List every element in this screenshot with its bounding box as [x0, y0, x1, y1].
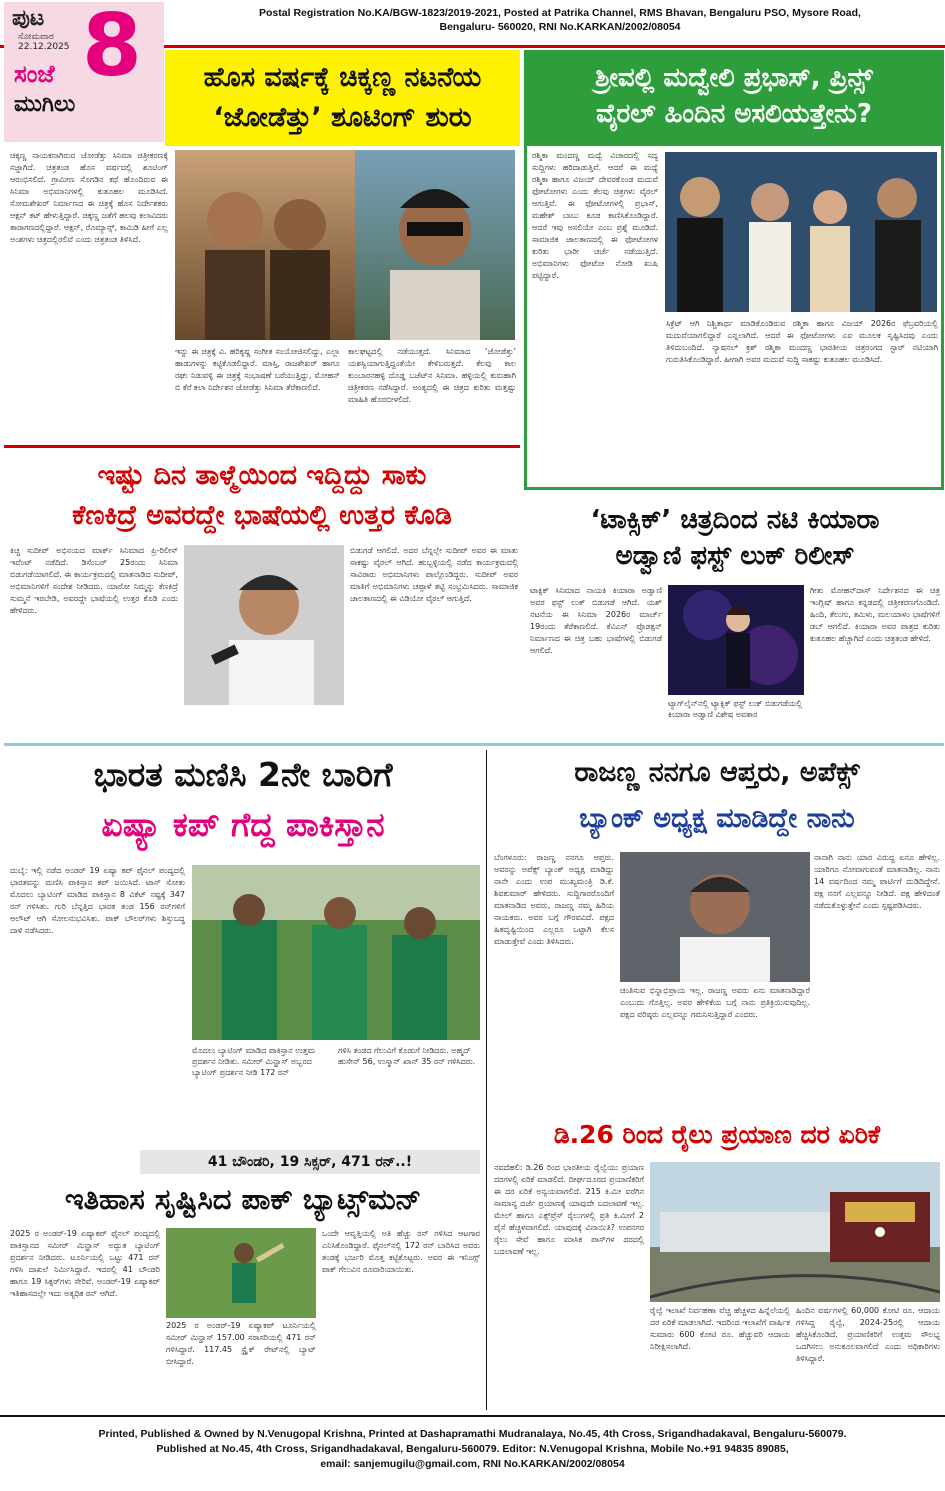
story2-headline-line2: ವೈರಲ್ ಹಿಂದಿನ ಅಸಲಿಯತ್ತೇನು? — [596, 99, 872, 129]
story5-headline-line2: ಏಷ್ಯಾ ಕಪ್ ಗೆದ್ದ ಪಾಕಿಸ್ತಾನ — [101, 805, 385, 844]
story5-body-left: ದುಬೈ: ಇಲ್ಲಿ ನಡೆದ ಅಂಡರ್ 19 ಏಷ್ಯಾ ಕಪ್ ಫೈನಲ್ ಪಂದ್ಯದಲ್ಲಿ ಭಾರತವನ್ನು ಮಣಿಸಿ ಪಾಕಿಸ್ತಾನ ಕಪ್ ಜಯಿಸಿದೆ. ಟಾಸ್ ಸೋತು ಮೊದಲು ಬ್ಯಾಟಿಂಗ್ ಮಾಡಿದ ಪಾಕಿಸ್ತಾನ 8 ವಿಕೆಟ್ ನಷ್ಟಕ್ಕೆ 347 ರನ್ ಗಳಿಸಿತು. ಗುರಿ ಬೆನ್ನತ್ತಿದ ಭಾರತ ತಂಡ 156 ರನ್‌ಗಳಿಗೆ ಆಲೌಟ್ ಆಗಿ ಸೋಲನುಭವಿಸಿತು. ಪಾಕ್ ಬೌಲರ್‌ಗಳು ಶಿಸ್ತುಬದ್ಧ ದಾಳಿ ನಡೆಸಿದರು. — [10, 866, 185, 935]
story3-headline-box — [4, 448, 520, 543]
page-label: ಪುಟ — [12, 6, 45, 31]
story4-body-right: ಗೀತು ಮೋಹನ್‌ದಾಸ್ ನಿರ್ದೇಶನದ ಈ ಚಿತ್ರ ಇಂಗ್ಲಿಷ್ ಹಾಗೂ ಕನ್ನಡದಲ್ಲಿ ಚಿತ್ರೀಕರಣಗೊಂಡಿದೆ. ಹಿಂದಿ, ತೆಲುಗು, ತಮಿಳು, ಮಲಯಾಳಂ ಭಾಷೆಗಳಿಗೆ ಡಬ್ ಆಗಲಿದೆ. ಕಿಯಾರಾ ಅವರ ಪಾತ್ರದ ಕುರಿತು ಕುತೂಹಲ ಹೆಚ್ಚಾಗಿದೆ ಎಂದು ಚಿತ್ರತಂಡ ಹೇಳಿದೆ. — [810, 586, 940, 643]
story6-photo — [620, 852, 810, 982]
postal-registration — [180, 6, 940, 34]
column-divider — [486, 750, 487, 1410]
story8-headline-box — [490, 1110, 944, 1160]
paper-title-top: ಸಂಜೆ — [14, 60, 55, 88]
story5-headline-box — [4, 750, 482, 860]
story6-photo-art — [620, 852, 810, 982]
story7-photo-art — [166, 1228, 316, 1318]
story8-body-mid: ರೈಲ್ವೆ ಇಲಾಖೆ ನಿರ್ವಹಣಾ ವೆಚ್ಚ ಹೆಚ್ಚಳದ ಹಿನ್ನೆಲೆಯಲ್ಲಿ ದರ ಏರಿಕೆ ಮಾಡಲಾಗಿದೆ. ಇದರಿಂದ ಇಲಾಖೆಗೆ ವಾರ್ಷಿಕ ಸುಮಾರು 600 ಕೋಟಿ ರೂ. ಹೆಚ್ಚುವರಿ ಆದಾಯ ನಿರೀಕ್ಷಿಸಲಾಗಿದೆ. — [650, 1306, 790, 1351]
page-number: 8 — [82, 0, 142, 96]
day-label: ಸೋಮವಾರ — [18, 32, 54, 42]
date-label: 22.12.2025 — [18, 42, 70, 52]
story1-body-left: ಚಿಕ್ಕಣ್ಣ ನಾಯಕನಾಗಿರುವ ಜೋಡೆತ್ತು ಸಿನಿಮಾ ಚಿತ್ರೀಕರಣಕ್ಕೆ ಸಜ್ಜಾಗಿದೆ. ಚಿತ್ರತಂಡ ಹೊಸ ವರ್ಷದಲ್ಲಿ ಶೂಟಿಂಗ್ ಆರಂಭಿಸಲಿದೆ. ಗ್ರಾಮೀಣ ಸೊಗಡಿನ ಕಥೆ ಹೊಂದಿರುವ ಈ ಸಿನಿಮಾ ಅಭಿಮಾನಿಗಳಲ್ಲಿ ಕುತೂಹಲ ಮೂಡಿಸಿದೆ. ಸೋಮಶೇಖರ್ ನಿರ್ಮಾಣದ ಈ ಚಿತ್ರಕ್ಕೆ ಹೊಸ ನಿರ್ದೇಶಕರು ಆಕ್ಷನ್ ಕಟ್ ಹೇಳುತ್ತಿದ್ದಾರೆ. ಚಿಕ್ಕಣ್ಣ ಜತೆಗೆ ಹಲವು ಕಲಾವಿದರು ತಾರಾಗಣದಲ್ಲಿದ್ದಾರೆ. ಆಕ್ಷನ್, ರೊಮ್ಯಾನ್ಸ್, ಕಾಮಿಡಿ ಹೀಗೆ ಎಲ್ಲ ಅಂಶಗಳು ಚಿತ್ರದಲ್ಲಿರಲಿವೆ ಎಂದು ಚಿತ್ರತಂಡ ತಿಳಿಸಿದೆ. — [10, 151, 168, 244]
story7-body-left: 2025 ರ ಅಂಡರ್-19 ಏಷ್ಯಾಕಪ್ ಫೈನಲ್ ಪಂದ್ಯದಲ್ಲಿ ಪಾಕಿಸ್ತಾನದ ಸಮೀರ್ ಮಿನ್ಹಾಸ್ ಅದ್ಭುತ ಬ್ಯಾಟಿಂಗ್ ಪ್ರದರ್ಶನ ನೀಡಿದರು. ಟೂರ್ನಿಯಲ್ಲಿ ಒಟ್ಟು 471 ರನ್ ಗಳಿಸಿ ದಾಖಲೆ ನಿರ್ಮಿಸಿದ್ದಾರೆ. ಇದರಲ್ಲಿ 41 ಬೌಂಡರಿ ಹಾಗೂ 19 ಸಿಕ್ಸರ್‌ಗಳು ಸೇರಿವೆ. ಅಂಡರ್-19 ಏಷ್ಯಾಕಪ್ ಇತಿಹಾಸದಲ್ಲೇ ಇದು ಅತ್ಯಧಿಕ ರನ್ ಆಗಿದೆ. — [10, 1229, 160, 1298]
story2-headline-box — [524, 50, 944, 146]
footer — [0, 1415, 945, 1491]
story1-body-mid: ಇನ್ನು ಈ ಚಿತ್ರಕ್ಕೆ ವಿ. ಹರಿಕೃಷ್ಣ ಸಂಗೀತ ಸಂಯೋಜಿಸಲಿದ್ದು, ಎಲ್ಲಾ ಹಾಡುಗಳನ್ನು ಕಟ್ಟಿಕೊಡಲಿದ್ದಾರೆ. ಮಾಸ್ತಿ, ರಾಜಶೇಖರ್ ಹಾಗೂ ರಘು ನಿಡುವಳ್ಳಿ ಈ ಚಿತ್ರಕ್ಕೆ ಸಂಭಾಷಣೆ ಬರೆಯುತ್ತಿದ್ದು, ಮೋಹನ್ ಬಿ ಕೆರೆ ಕಲಾ ನಿರ್ದೇಶನ ಜೋಡೆತ್ತು ಸಿನಿಮಾ ತೆರೆಕಾಣಲಿದೆ. — [175, 347, 340, 392]
footer-line-2: Published at No.45, 4th Cross, Srigandhadakaval, Bengaluru-560079. Editor: N.Venugopal Krishna, Mobile No.+91 94835 89085, — [156, 1443, 789, 1455]
story3-headline-line1: ಇಷ್ಟು ದಿನ ತಾಳ್ಮೆಯಿಂದ ಇದ್ದಿದ್ದು ಸಾಕು — [97, 460, 427, 491]
story6-headline-line1: ರಾಜಣ್ಣ ನನಗೂ ಆಪ್ತರು, ಅಪೆಕ್ಸ್ — [574, 757, 860, 788]
separator-mid — [4, 743, 944, 746]
story8-headline: ಡಿ.26 ರಿಂದ ರೈಲು ಪ್ರಯಾಣ ದರ ಏರಿಕೆ — [553, 1120, 881, 1149]
story7-body-mid: 2025 ರ ಅಂಡರ್-19 ಏಷ್ಯಾಕಪ್ ಟೂರ್ನಿಯಲ್ಲಿ ಸಮೀರ್ ಮಿನ್ಹಾಸ್ 157.00 ಸರಾಸರಿಯಲ್ಲಿ 471 ರನ್ ಗಳಿಸಿದ್ದಾರೆ. 117.45 ಸ್ಟ್ರೈಕ್ ರೇಟ್‌ನಲ್ಲಿ ಬ್ಯಾಟ್ ಬೀಸಿದ್ದಾರೆ. — [166, 1321, 316, 1366]
story6-headline-box — [490, 750, 944, 850]
story6-headline-line2: ಬ್ಯಾಂಕ್ ಅಧ್ಯಕ್ಷ ಮಾಡಿದ್ದೇ ನಾನು — [579, 803, 855, 834]
story1-photo-art — [175, 150, 515, 340]
story8-body-right: ಹಿಂದಿನ ವರ್ಷಗಳಲ್ಲಿ 60,000 ಕೋಟಿ ರೂ. ಆದಾಯ ಗಳಿಸಿದ್ದ ರೈಲ್ವೆ, 2024-25ರಲ್ಲಿ ಆದಾಯ ಹೆಚ್ಚಿಸಿಕೊಂಡಿದೆ. ಪ್ರಯಾಣಿಕರಿಗೆ ಉತ್ತಮ ಸೌಲಭ್ಯ ಒದಗಿಸಲು ಅನುಕೂಲವಾಗಲಿದೆ ಎಂದು ಅಧಿಕಾರಿಗಳು ತಿಳಿಸಿದ್ದಾರೆ. — [796, 1306, 940, 1363]
masthead — [4, 2, 164, 142]
story4-headline-box — [526, 498, 944, 582]
story6-body-right: ನಾನಾಗಿ ನಾನು ಯಾರ ವಿರುದ್ಧ ಏನೂ ಹೇಳಿಲ್ಲ. ಯಾರಿಗೂ ನೋವಾಗುವಂತೆ ಮಾತನಾಡಿಲ್ಲ. ನಾನು 14 ವರ್ಷದಿಂದ ನಮ್ಮ ಪಾರ್ಟಿಗೆ ದುಡಿದಿದ್ದೇನೆ. ಪಕ್ಷ ನನಗೆ ಎಲ್ಲವನ್ನೂ ನೀಡಿದೆ. ಪಕ್ಷ ಹೇಳಿದಂತೆ ನಡೆದುಕೊಳ್ಳುತ್ತೇನೆ ಎಂದು ಸ್ಪಷ್ಟಪಡಿಸಿದರು. — [814, 853, 940, 910]
story6-body-mid: ಚಿಂತಿಸುವ ಭಿನ್ನಾಭಿಪ್ರಾಯ ಇಲ್ಲ. ರಾಜಣ್ಣ ಅವರು ಏನು ಮಾತನಾಡಿದ್ದಾರೆ ಎಂಬುದು ಗೊತ್ತಿಲ್ಲ. ಅವರ ಹೇಳಿಕೆಯ ಬಗ್ಗೆ ನಾನು ಪ್ರತಿಕ್ರಿಯಿಸುವುದಿಲ್ಲ. ಪಕ್ಷದ ವರಿಷ್ಠರು ಎಲ್ಲವನ್ನೂ ಗಮನಿಸುತ್ತಿದ್ದಾರೆ ಎಂದರು. — [620, 986, 810, 1019]
story2-body-left: ರಶ್ಮಿಕಾ ಮಂದಣ್ಣ ಮದ್ವೆ ವಿಚಾರದಲ್ಲಿ ಸದ್ಯ ಸುದ್ದಿಗಳು ಹರಿದಾಡುತ್ತಿವೆ. ಆದರೆ ಈ ಮಧ್ಯೆ ರಶ್ಮಿಕಾ ಹಾಗೂ ವಿಜಯ್ ದೇವರಕೊಂಡ ಮದುವೆ ಫೋಟೋಗಳು ಎಂದು ಕೆಲವು ಚಿತ್ರಗಳು ವೈರಲ್ ಆಗುತ್ತಿವೆ. ಈ ಫೋಟೋಗಳಲ್ಲಿ ಪ್ರಭಾಸ್, ಮಹೇಶ್ ಬಾಬು ಕೂಡ ಕಾಣಿಸಿಕೊಂಡಿದ್ದಾರೆ. ಆದರೆ ಇವು ಅಸಲಿಯೇ ಎಂಬ ಪ್ರಶ್ನೆ ಮೂಡಿದೆ. ಸಾಮಾಜಿಕ ಜಾಲತಾಣದಲ್ಲಿ ಈ ಫೋಟೋಗಳ ಕುರಿತು ಭಾರೀ ಚರ್ಚೆ ನಡೆಯುತ್ತಿದೆ. ಅಭಿಮಾನಿಗಳು ಫೋಟೋ ನೋಡಿ ಖುಷಿ ಪಟ್ಟಿದ್ದಾರೆ. — [532, 151, 658, 280]
story8-photo-art — [650, 1162, 940, 1302]
story5-headline-line1: ಭಾರತ ಮಣಿಸಿ 2ನೇ ಬಾರಿಗೆ — [93, 755, 393, 794]
story4-headline-line1: ‘ಟಾಕ್ಸಿಕ್’ ಚಿತ್ರದಿಂದ ನಟಿ ಕಿಯಾರಾ — [590, 505, 880, 535]
story3-body-left: ಕಿಚ್ಚ ಸುದೀಪ್ ಅಭಿನಯದ ಮಾರ್ಕ್ ಸಿನಿಮಾದ ಪ್ರಿ-ರಿಲೀಸ್ ಇವೆಂಟ್ ನಡೆದಿದೆ. ಡಿಸೆಂಬರ್ 25ರಂದು ಸಿನಿಮಾ ಬಿಡುಗಡೆಯಾಗಲಿದೆ. ಈ ಕಾರ್ಯಕ್ರಮದಲ್ಲಿ ಮಾತನಾಡಿದ ಸುದೀಪ್, ಅಭಿಮಾನಿಗಳಿಗೆ ಸಂದೇಶ ನೀಡಿದರು. ಯಾರೋ ನಿಮ್ಮನ್ನು ಕೆಣಕಿದ್ರೆ ಸುಮ್ಮನೆ ಇರಬೇಡಿ, ಅವರದ್ದೇ ಭಾಷೆಯಲ್ಲಿ ಉತ್ತರ ಕೊಡಿ ಎಂದು ಹೇಳಿದರು. — [10, 546, 178, 615]
story5-photo — [192, 865, 480, 1040]
story3-body-right: ಬಿಡುಗಡೆ ಆಗಲಿದೆ. ಅದರ ಬೆನ್ನಲ್ಲೇ ಸುದೀಪ್ ಅವರ ಈ ಮಾತು ಸಾಕಷ್ಟು ವೈರಲ್ ಆಗಿದೆ. ಹುಬ್ಬಳ್ಳಿಯಲ್ಲಿ ನಡೆದ ಕಾರ್ಯಕ್ರಮದಲ್ಲಿ ಸಾವಿರಾರು ಅಭಿಮಾನಿಗಳು ಪಾಲ್ಗೊಂಡಿದ್ದರು. ಸುದೀಪ್ ಅವರ ಮಾತಿಗೆ ಅಭಿಮಾನಿಗಳು ಚಪ್ಪಾಳೆ ತಟ್ಟಿ ಸಂಭ್ರಮಿಸಿದರು. ಸಾಮಾಜಿಕ ಜಾಲತಾಣದಲ್ಲಿ ಈ ವಿಡಿಯೋ ವೈರಲ್ ಆಗುತ್ತಿದೆ. — [350, 546, 518, 603]
story2-body-right: ಸಿಕ್ರೆಟ್ ಆಗಿ ನಿಶ್ಚಿತಾರ್ಥ ಮಾಡಿಕೊಂಡಿರುವ ರಶ್ಮಿಕಾ ಹಾಗೂ ವಿಜಯ್ 2026ರ ಫೆಬ್ರವರಿಯಲ್ಲಿ ಮದುವೆಯಾಗಲಿದ್ದಾರೆ ಎನ್ನಲಾಗಿದೆ. ಆದರೆ ಈ ಫೋಟೋಗಳು ಎಐ ಮೂಲಕ ಸೃಷ್ಟಿಸಿದವು ಎಂದು ತಿಳಿದುಬಂದಿದೆ. ನ್ಯಾಷನಲ್ ಕ್ರಶ್ ರಶ್ಮಿಕಾ ಮಂದಣ್ಣ ಭಾರತೀಯ ಚಿತ್ರರಂಗದ ಸ್ಟಾರ್ ನಟಿಯಾಗಿ ಗುರುತಿಸಿಕೊಂಡಿದ್ದಾರೆ. ಹೀಗಾಗಿ ಅವರ ಮದುವೆ ಸುದ್ದಿ ಸಾಕಷ್ಟು ಕುತೂಹಲ ಮೂಡಿಸಿದೆ. — [666, 319, 938, 364]
story4-body-left: ಟಾಕ್ಸಿಕ್ ಸಿನಿಮಾದ ನಾಯಕಿ ಕಿಯಾರಾ ಅಡ್ವಾಣಿ ಅವರ ಫಸ್ಟ್ ಲುಕ್ ಬಿಡುಗಡೆ ಆಗಿದೆ. ಯಶ್ ನಟನೆಯ ಈ ಸಿನಿಮಾ 2026ರ ಮಾರ್ಚ್ 19ರಂದು ತೆರೆಕಾಣಲಿದೆ. ಕೆವಿಎನ್ ಪ್ರೊಡಕ್ಷನ್ ನಿರ್ಮಾಣದ ಈ ಚಿತ್ರ ಬಹು ಭಾಷೆಗಳಲ್ಲಿ ಬಿಡುಗಡೆ ಆಗಲಿದೆ. — [530, 586, 662, 655]
story1-headline-line1: ಹೊಸ ವರ್ಷಕ್ಕೆ ಚಿಕ್ಕಣ್ಣ ನಟನೆಯ — [203, 62, 482, 93]
story8-body-top: ನವದೆಹಲಿ: ಡಿ.26 ರಿಂದ ಭಾರತೀಯ ರೈಲ್ವೆಯು ಪ್ರಯಾಣ ದರಗಳಲ್ಲಿ ಏರಿಕೆ ಮಾಡಲಿದೆ. ದೀರ್ಘದೂರದ ಪ್ರಯಾಣಿಕರಿಗೆ ಈ ದರ ಏರಿಕೆ ಅನ್ವಯವಾಗಲಿದೆ. 215 ಕಿ.ಮೀ ವರೆಗಿನ ಸಾಮಾನ್ಯ ದರ್ಜೆ ಪ್ರಯಾಣಕ್ಕೆ ಯಾವುದೇ ಬದಲಾವಣೆ ಇಲ್ಲ. ಮೇಲ್ ಹಾಗೂ ಎಕ್ಸ್‌ಪ್ರೆಸ್ ರೈಲುಗಳಲ್ಲಿ ಪ್ರತಿ ಕಿ.ಮೀಗೆ 2 ಪೈಸೆ ಹೆಚ್ಚಳವಾಗಲಿದೆ. ಯಾವುದಕ್ಕೆ ವಿನಾಯಿತಿ? ಉಪನಗರ ರೈಲು ಸೇವೆ ಹಾಗೂ ಮಾಸಿಕ ಪಾಸ್‌ಗಳ ದರದಲ್ಲಿ ಬದಲಾವಣೆ ಇಲ್ಲ. — [494, 1163, 644, 1256]
story3-headline-line2: ಕೆಣಕಿದ್ರೆ ಅವರದ್ದೇ ಭಾಷೆಯಲ್ಲಿ ಉತ್ತರ ಕೊಡಿ — [72, 500, 452, 531]
story1-headline-box — [165, 50, 520, 146]
story4-photo — [668, 585, 804, 695]
story7-kicker-box — [140, 1150, 480, 1174]
paper-title-bottom: ಮುಗಿಲು — [14, 92, 76, 117]
story2-photo-art — [665, 152, 937, 312]
postal-line-1: Postal Registration No.KA/BGW-1823/2019-2021, Posted at Patrika Channel, RMS Bhavan, Bengaluru PSO, Mysore Road, — [259, 7, 861, 19]
postal-line-2: Bengaluru- 560020, RNI No.KARKAN/2002/08054 — [439, 21, 681, 33]
story5-caption: ಮೊದಲು ಬ್ಯಾಟಿಂಗ್ ಮಾಡಿದ ಪಾಕಿಸ್ತಾನ ಉತ್ತಮ ಪ್ರದರ್ಶನ ನೀಡಿತು. ಸಮೀರ್ ಮಿನ್ಹಾಸ್ ಅಬ್ಬರದ ಬ್ಯಾಟಿಂಗ್ ಪ್ರದರ್ಶನ ನೀಡಿ 172 ರನ್ — [192, 1046, 316, 1077]
story5-caption-2: ಗಳಿಸಿ ತಂಡದ ಗೆಲುವಿಗೆ ಕೊಡುಗೆ ನೀಡಿದರು. ಅಹ್ಮದ್ ಹುಸೇನ್ 56, ಉಸ್ಮಾನ್ ಖಾನ್ 35 ರನ್ ಗಳಿಸಿದರು. — [338, 1046, 476, 1066]
story3-photo-art — [184, 545, 344, 705]
story7-headline-box — [4, 1176, 482, 1224]
story6-body-left: ಬೆಂಗಳೂರು: ರಾಜಣ್ಣ ನನಗೂ ಆಪ್ತರು. ಅವರನ್ನು ಅಪೆಕ್ಸ್ ಬ್ಯಾಂಕ್ ಅಧ್ಯಕ್ಷ ಮಾಡಿದ್ದು ನಾನೇ ಎಂದು ಉಪ ಮುಖ್ಯಮಂತ್ರಿ ಡಿ.ಕೆ. ಶಿವಕುಮಾರ್ ಹೇಳಿದರು. ಸುದ್ದಿಗಾರರೊಂದಿಗೆ ಮಾತನಾಡಿದ ಅವರು, ರಾಜಣ್ಣ ನಮ್ಮ ಹಿರಿಯ ನಾಯಕರು. ಅವರ ಬಗ್ಗೆ ಗೌರವವಿದೆ. ಪಕ್ಷದ ಹಿತದೃಷ್ಟಿಯಿಂದ ಎಲ್ಲರೂ ಒಟ್ಟಾಗಿ ಕೆಲಸ ಮಾಡುತ್ತೇವೆ ಎಂದು ತಿಳಿಸಿದರು. — [494, 853, 614, 946]
story7-kicker: 41 ಬೌಂಡರಿ, 19 ಸಿಕ್ಸರ್, 471 ರನ್..! — [207, 1154, 413, 1170]
story1-photo — [175, 150, 515, 340]
story4-caption: ಟ್ಯಾಗ್‌ಲೈನ್‌ನಲ್ಲಿ ಟ್ಯಾಕ್ಸಿಕ್ ಫಸ್ಟ್ ಲುಕ್‌ ಬಿಡುಗಡೆಯಲ್ಲಿ ಕಿಯಾರಾ ಅಡ್ವಾಣಿ ವಿಶೇಷ ಅವತಾರ — [668, 699, 803, 719]
story3-photo — [184, 545, 344, 705]
story1-headline-line2: ‘ಜೋಡೆತ್ತು’ ಶೂಟಿಂಗ್ ಶುರು — [213, 102, 472, 133]
story7-body-right: ಒಂದೇ ಆವೃತ್ತಿಯಲ್ಲಿ ಅತಿ ಹೆಚ್ಚು ರನ್ ಗಳಿಸಿದ ಆಟಗಾರ ಎನಿಸಿಕೊಂಡಿದ್ದಾರೆ. ಫೈನಲ್‌ನಲ್ಲಿ 172 ರನ್ ಬಾರಿಸಿದ ಅವರು ತಂಡಕ್ಕೆ ಭರ್ಜರಿ ಮೊತ್ತ ಕಟ್ಟಿಕೊಟ್ಟರು. ಅವರ ಈ ಇನಿಂಗ್ಸ್ ಪಾಕ್ ಗೆಲುವಿನ ರೂವಾರಿಯಾಯಿತು. — [322, 1229, 480, 1274]
story4-photo-art — [668, 585, 804, 695]
story2-photo — [665, 152, 937, 312]
story7-headline: ಇತಿಹಾಸ ಸೃಷ್ಟಿಸಿದ ಪಾಕ್ ಬ್ಯಾಟ್ಸ್‌ಮನ್ — [64, 1182, 422, 1216]
story2-headline-line1: ಶ್ರೀವಲ್ಲಿ ಮದ್ವೇಲಿ ಪ್ರಭಾಸ್, ಪ್ರಿನ್ಸ್ — [595, 63, 873, 93]
story4-headline-line2: ಅಡ್ವಾಣಿ ಫಸ್ಟ್ ಲುಕ್ ರಿಲೀಸ್ — [615, 541, 855, 571]
story7-photo — [166, 1228, 316, 1318]
story5-photo-art — [192, 865, 480, 1040]
story1-body-right: ಕಾಲಘಟ್ಟದಲ್ಲಿ ನಡೆಯುತ್ತದೆ. ಸಿನಿಮಾದ ‘ಜೋಡೆತ್ತು’ ಯಶಸ್ವಿಯಾಗುತ್ತಿದ್ದಂತೆಯೇ ಕೇಳಿಬರುತ್ತದೆ. ಕೆಲವು ಕಾಲ ಕುಂಬಾರನಹಳ್ಳಿ ದೊಡ್ಡ ಬಜೆಟ್‌ನ ಸಿನಿಮಾ. ಹಳ್ಳಿಯಲ್ಲಿ ಕುರುಹಾಗಿ ಚಿತ್ರೀಕರಣ ನಡೆಸಿದ್ದಾರೆ. ಅಂತ್ಯದಲ್ಲಿ ಈ ಚಿತ್ರದ ಕುರಿತು ಮತ್ತಷ್ಟು ಮಾಹಿತಿ ಹೊರಬೀಳಲಿದೆ. — [348, 347, 516, 404]
footer-line-3: email: sanjemugilu@gmail.com, RNI No.KARKAN/2002/08054 — [320, 1458, 625, 1470]
footer-line-1: Printed, Published & Owned by N.Venugopal Krishna, Printed at Dashapramathi Mudranalaya, No.45, 4th Cross, Srigandhadakaval, Bengaluru-560079. — [98, 1428, 847, 1440]
story8-photo — [650, 1162, 940, 1302]
